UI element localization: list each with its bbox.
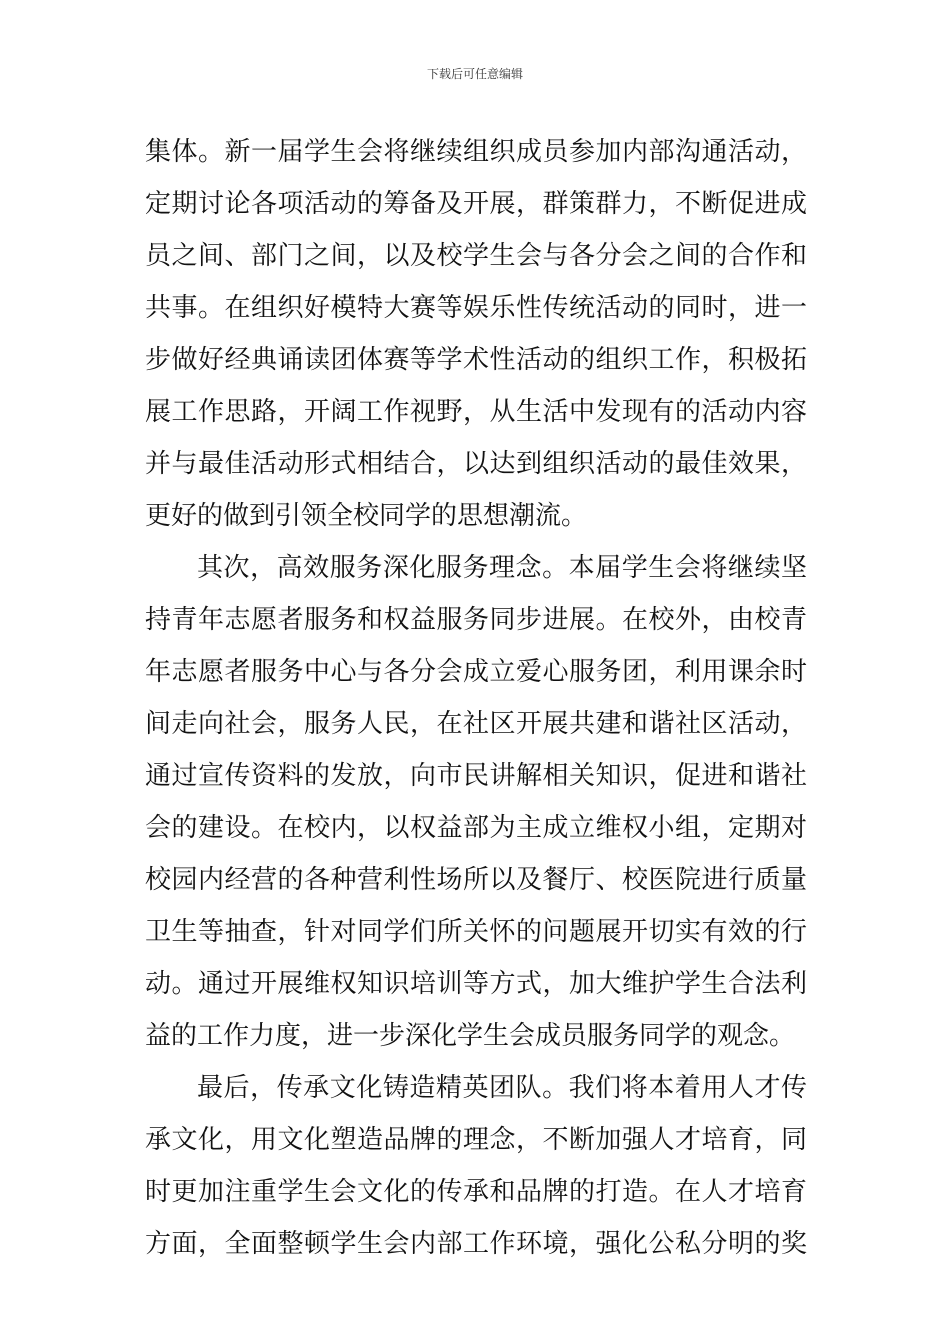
text-line: 间走向社会，服务人民，在社区开展共建和谐社区活动，	[145, 709, 807, 739]
text-line: 展工作思路，开阔工作视野，从生活中发现有的活动内容	[145, 397, 807, 427]
text-line: 更好的做到引领全校同学的思想潮流。	[145, 501, 588, 531]
text-line: 益的工作力度，进一步深化学生会成员服务同学的观念。	[145, 1021, 796, 1051]
text-line: 其次，高效服务深化服务理念。本届学生会将继续坚	[197, 553, 807, 583]
text-line: 年志愿者服务中心与各分会成立爱心服务团，利用课余时	[145, 657, 807, 687]
text-line: 最后，传承文化铸造精英团队。我们将本着用人才传	[197, 1073, 807, 1103]
text-line: 方面，全面整顿学生会内部工作环境，强化公私分明的奖	[145, 1229, 807, 1259]
text-line: 校园内经营的各种营利性场所以及餐厅、校医院进行质量	[145, 865, 807, 895]
text-line: 卫生等抽查，针对同学们所关怀的问题展开切实有效的行	[145, 917, 807, 947]
page-header: 下载后可任意编辑	[426, 67, 523, 81]
text-line: 承文化，用文化塑造品牌的理念，不断加强人才培育，同	[145, 1125, 807, 1155]
text-line: 员之间、部门之间，以及校学生会与各分会之间的合作和	[145, 241, 807, 271]
text-line: 时更加注重学生会文化的传承和品牌的打造。在人才培育	[145, 1177, 807, 1207]
text-line: 并与最佳活动形式相结合，以达到组织活动的最佳效果，	[145, 449, 807, 479]
text-line: 会的建设。在校内，以权益部为主成立维权小组，定期对	[145, 813, 807, 843]
text-line: 步做好经典诵读团体赛等学术性活动的组织工作，积极拓	[145, 345, 807, 375]
text-line: 共事。在组织好模特大赛等娱乐性传统活动的同时，进一	[145, 293, 807, 323]
body-text	[145, 126, 807, 1270]
text-line: 动。通过开展维权知识培训等方式，加大维护学生合法利	[145, 969, 807, 999]
text-line: 集体。新一届学生会将继续组织成员参加内部沟通活动，	[145, 137, 807, 167]
text-line: 通过宣传资料的发放，向市民讲解相关知识，促进和谐社	[145, 761, 807, 791]
text-line: 定期讨论各项活动的筹备及开展，群策群力，不断促进成	[145, 189, 807, 219]
text-line: 持青年志愿者服务和权益服务同步进展。在校外，由校青	[145, 605, 807, 635]
